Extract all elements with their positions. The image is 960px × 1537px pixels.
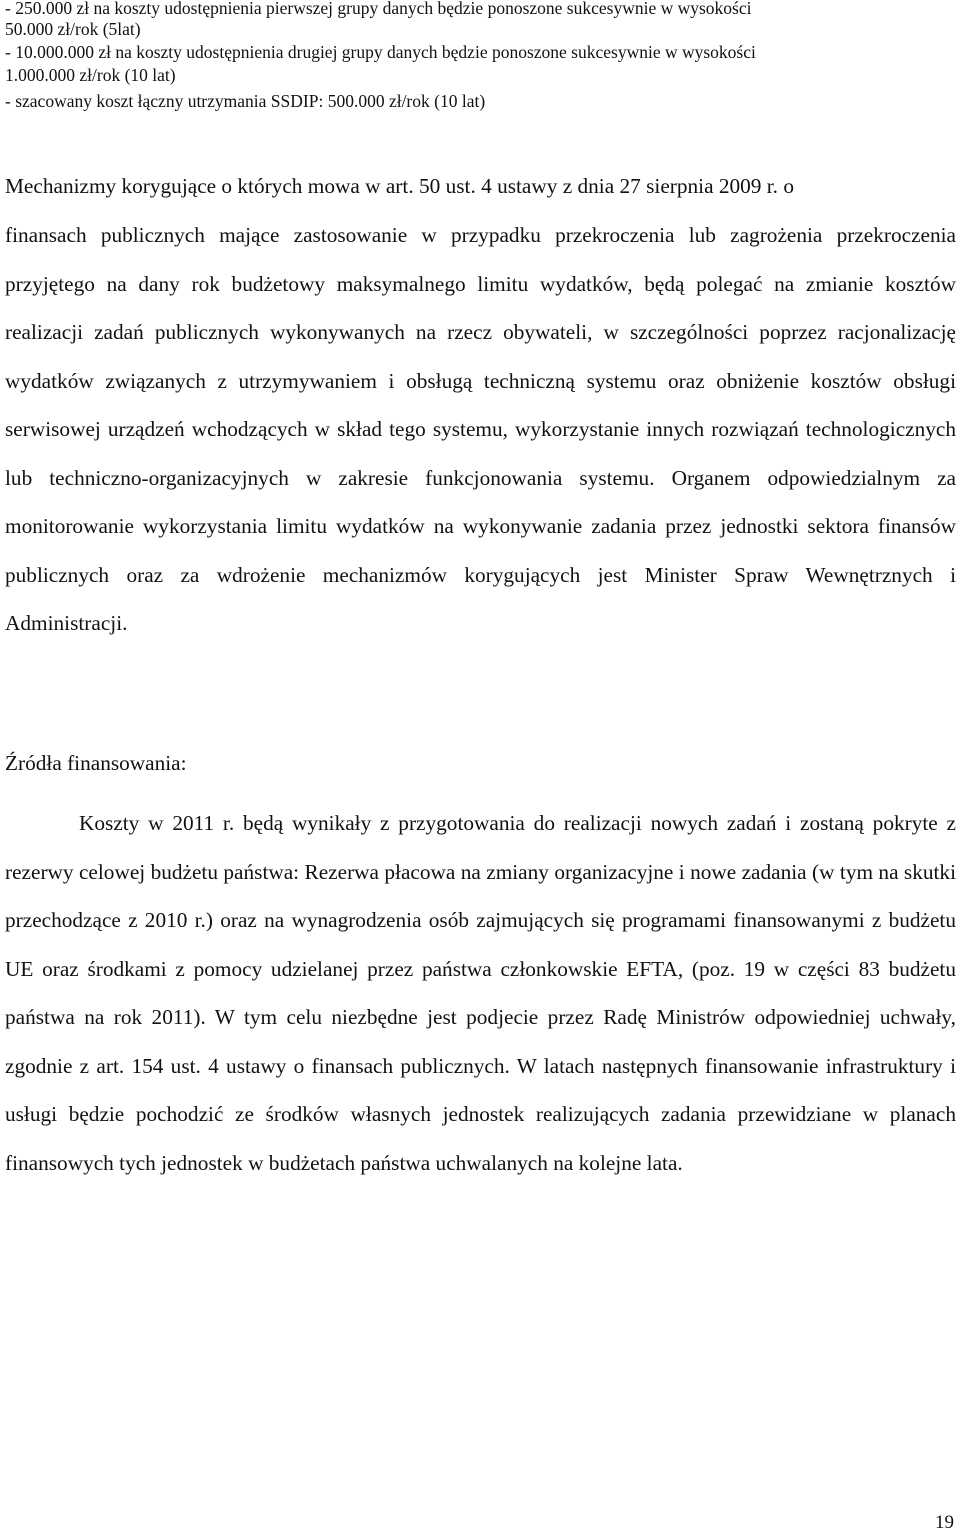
cost-line: - 10.000.000 zł na koszty udostępnienia drugiej grupy danych będzie ponoszone sukcesywnie w wysokości — [5, 42, 756, 62]
page-number: 19 — [935, 1512, 954, 1533]
cost-line: 50.000 zł/rok (5lat) — [5, 19, 141, 39]
funding-heading: Źródła finansowania: — [5, 751, 187, 775]
mechanisms-first-line: Mechanizmy korygujące o których mowa w art. 50 ust. 4 ustawy z dnia 27 sierpnia 2009 r. o — [5, 174, 794, 198]
funding-paragraph: Koszty w 2011 r. będą wynikały z przygotowania do realizacji nowych zadań i zostaną pokryte z rezerwy celowej budżetu państwa: Rezerwa płacowa na zmiany organizacyjne i nowe zadania (w tym na skutki przechodzące z 2010 r.) oraz na wynagrodzenia osób zajmujących się programami finansowanymi z budżetu UE oraz środkami z pomocy udzielanej przez państwa członkowskie EFTA, (poz. 19 w części 83 budżetu państwa na rok 2011). W tym celu niezbędne jest podjecie przez Radę Ministrów odpowiedniej uchwały, zgodnie z art. 154 ust. 4 ustawy o finansach publicznych. W latach następnych finansowanie infrastruktury i usługi będzie pochodzić ze środków własnych jednostek realizujących zadania przewidziane w planach finansowych tych jednostek w budżetach państwa uchwalanych na kolejne lata. — [5, 811, 956, 1175]
cost-line: 1.000.000 zł/rok (10 lat) — [5, 65, 176, 85]
cost-line: - szacowany koszt łączny utrzymania SSDIP: 500.000 zł/rok (10 lat) — [5, 91, 486, 111]
cost-line: - 250.000 zł na koszty udostępnienia pierwszej grupy danych będzie ponoszone sukcesywnie w wysokości — [5, 0, 752, 18]
mechanisms-paragraph: finansach publicznych mające zastosowanie w przypadku przekroczenia lub zagrożenia przekroczenia przyjętego na dany rok budżetowy maksymalnego limitu wydatków, będą polegać na zmianie kosztów realizacji zadań publicznych wykonywanych na rzecz obywateli, w szczególności poprzez racjonalizację wydatków związanych z utrzymywaniem i obsługą techniczną systemu oraz obniżenie kosztów obsługi serwisowej urządzeń wchodzących w skład tego systemu, wykorzystanie innych rozwiązań technologicznych lub techniczno-organizacyjnych w zakresie funkcjonowania systemu. Organem odpowiedzialnym za monitorowanie wykorzystania limitu wydatków na wykonywanie zadania przez jednostki sektora finansów publicznych oraz za wdrożenie mechanizmów korygujących jest Minister Spraw Wewnętrznych i Administracji. — [5, 223, 956, 635]
